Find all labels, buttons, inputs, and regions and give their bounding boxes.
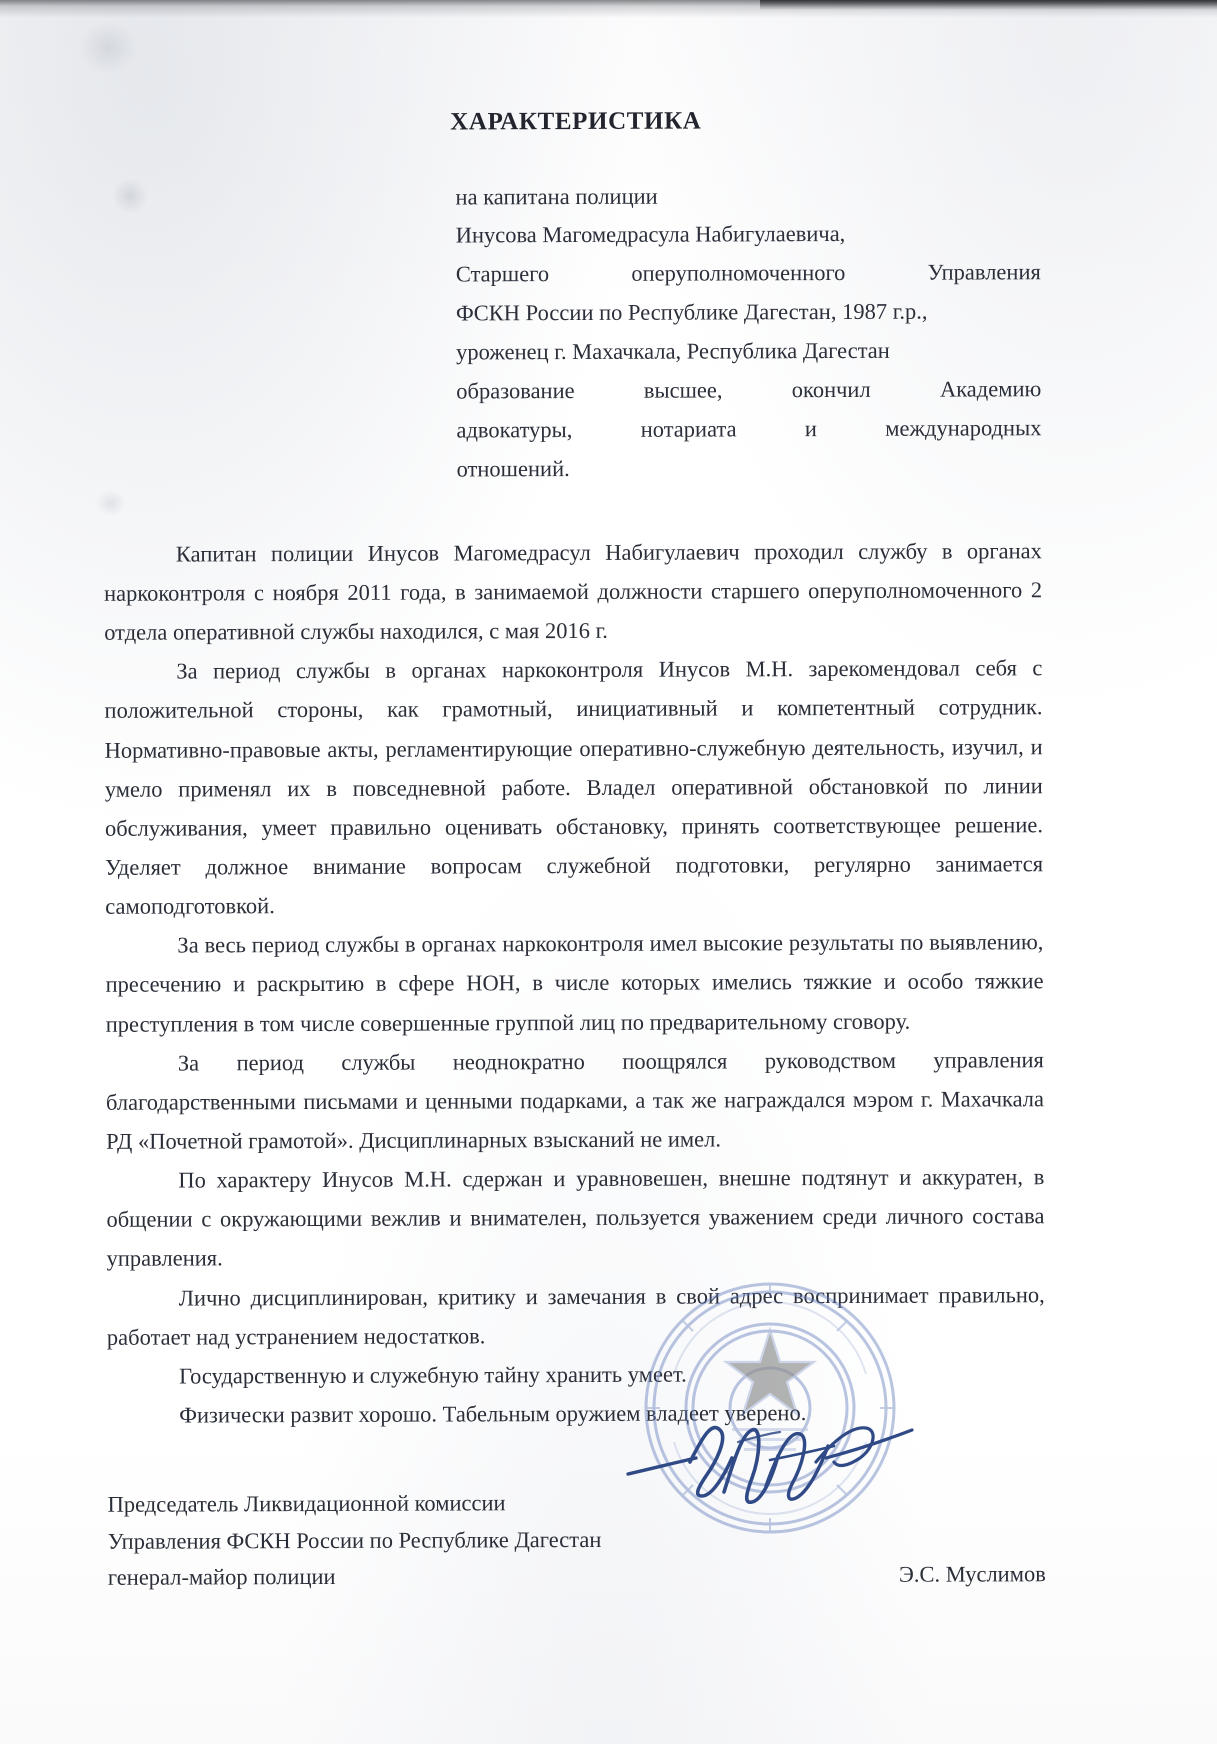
- paragraph-service-history: Капитан полиции Инусов Магомедрасул Набигулаевич проходил службу в органах наркоконтроля с ноября 2011 года, в занимаемой должности старшего оперуполномоченного 2 отдела оперативной службы находился, с мая 2016 г.: [104, 538, 1043, 645]
- header-line-subject-rank: на капитана полиции: [455, 183, 658, 209]
- document-content: [102, 0, 1046, 1596]
- header-line-subject-name: Инусова Магомедрасула Набигулаевича,: [455, 221, 846, 248]
- header-line-birthplace: уроженец г. Махачкала, Республика Дагестан: [456, 337, 890, 365]
- signatory-rank: генерал-майор полиции: [107, 1563, 336, 1590]
- signatory-name: Э.С. Муслимов: [898, 1561, 1046, 1587]
- header-line-education-end: отношений.: [456, 455, 570, 482]
- header-line-education: образование высшее, окончил Академию: [456, 376, 1042, 404]
- paragraph-character: По характеру Инусов М.Н. сдержан и уравновешен, внешне подтянут и аккуратен, в общении с окружающими вежлив и внимателен, пользуется уважением среди личного состава управления.: [106, 1164, 1045, 1272]
- header-line-organization: ФСКН России по Республике Дагестан, 1987 г.р.,: [455, 298, 928, 326]
- paragraph-awards: За период службы неоднократно поощрялся руководством управления благодарственными письмами и ценными подарками, а так же награждался мэром г. Махачкала РД «Почетной грамотой». Дисциплинарных взысканий не имел.: [105, 1046, 1045, 1154]
- header-line-position: Старшего оперуполномоченного Управления: [455, 259, 1041, 287]
- paragraph-performance-review: За период службы в органах наркоконтроля Инусов М.Н. зарекомендовал себя с положительной стороны, как грамотный, инициативный и компетентный сотрудник. Нормативно-правовые акты, регламентирующие оперативно-служебную деятельность, изучил, и умело применял их в повседневной работе. Владел оперативной обстановкой по линии обслуживания, умеет правильно оценивать обстановку, принять соответствующее решение. Уделяет должное внимание вопросам служебной подготовки, регулярно занимается самоподготовкой.: [104, 655, 1044, 919]
- signatory-rank-and-name-row: [108, 1556, 1046, 1596]
- paragraph-results: За весь период службы в органах наркоконтроля имел высокие результаты по выявлению, пресечению и раскрытию в сфере НОН, в числе которых имелись тяжкие и особо тяжкие преступления в том числе совершенные группой лиц по предварительному сговору.: [105, 929, 1044, 1037]
- header-line-education-cont: адвокатуры, нотариата и международных: [456, 415, 1042, 443]
- signatory-title-line-1: Председатель Ликвидационной комиссии: [107, 1490, 506, 1517]
- paragraph-physical: Физически развит хорошо. Табельным оружием владеет уверено.: [179, 1400, 807, 1428]
- paragraph-secrecy: Государственную и служебную тайну хранить умеет.: [179, 1361, 687, 1389]
- document-body: [104, 531, 1045, 1435]
- paragraph-discipline: Лично дисциплинирован, критику и замечания в свой адрес воспринимает правильно, работает над устранением недостатков.: [106, 1281, 1045, 1350]
- document-header-block: [455, 176, 1041, 490]
- signatory-title-line-2: Управления ФСКН России по Республике Дагестан: [107, 1526, 602, 1554]
- signature-block: [107, 1483, 1045, 1596]
- document-title: ХАРАКТЕРИСТИКА: [450, 107, 702, 136]
